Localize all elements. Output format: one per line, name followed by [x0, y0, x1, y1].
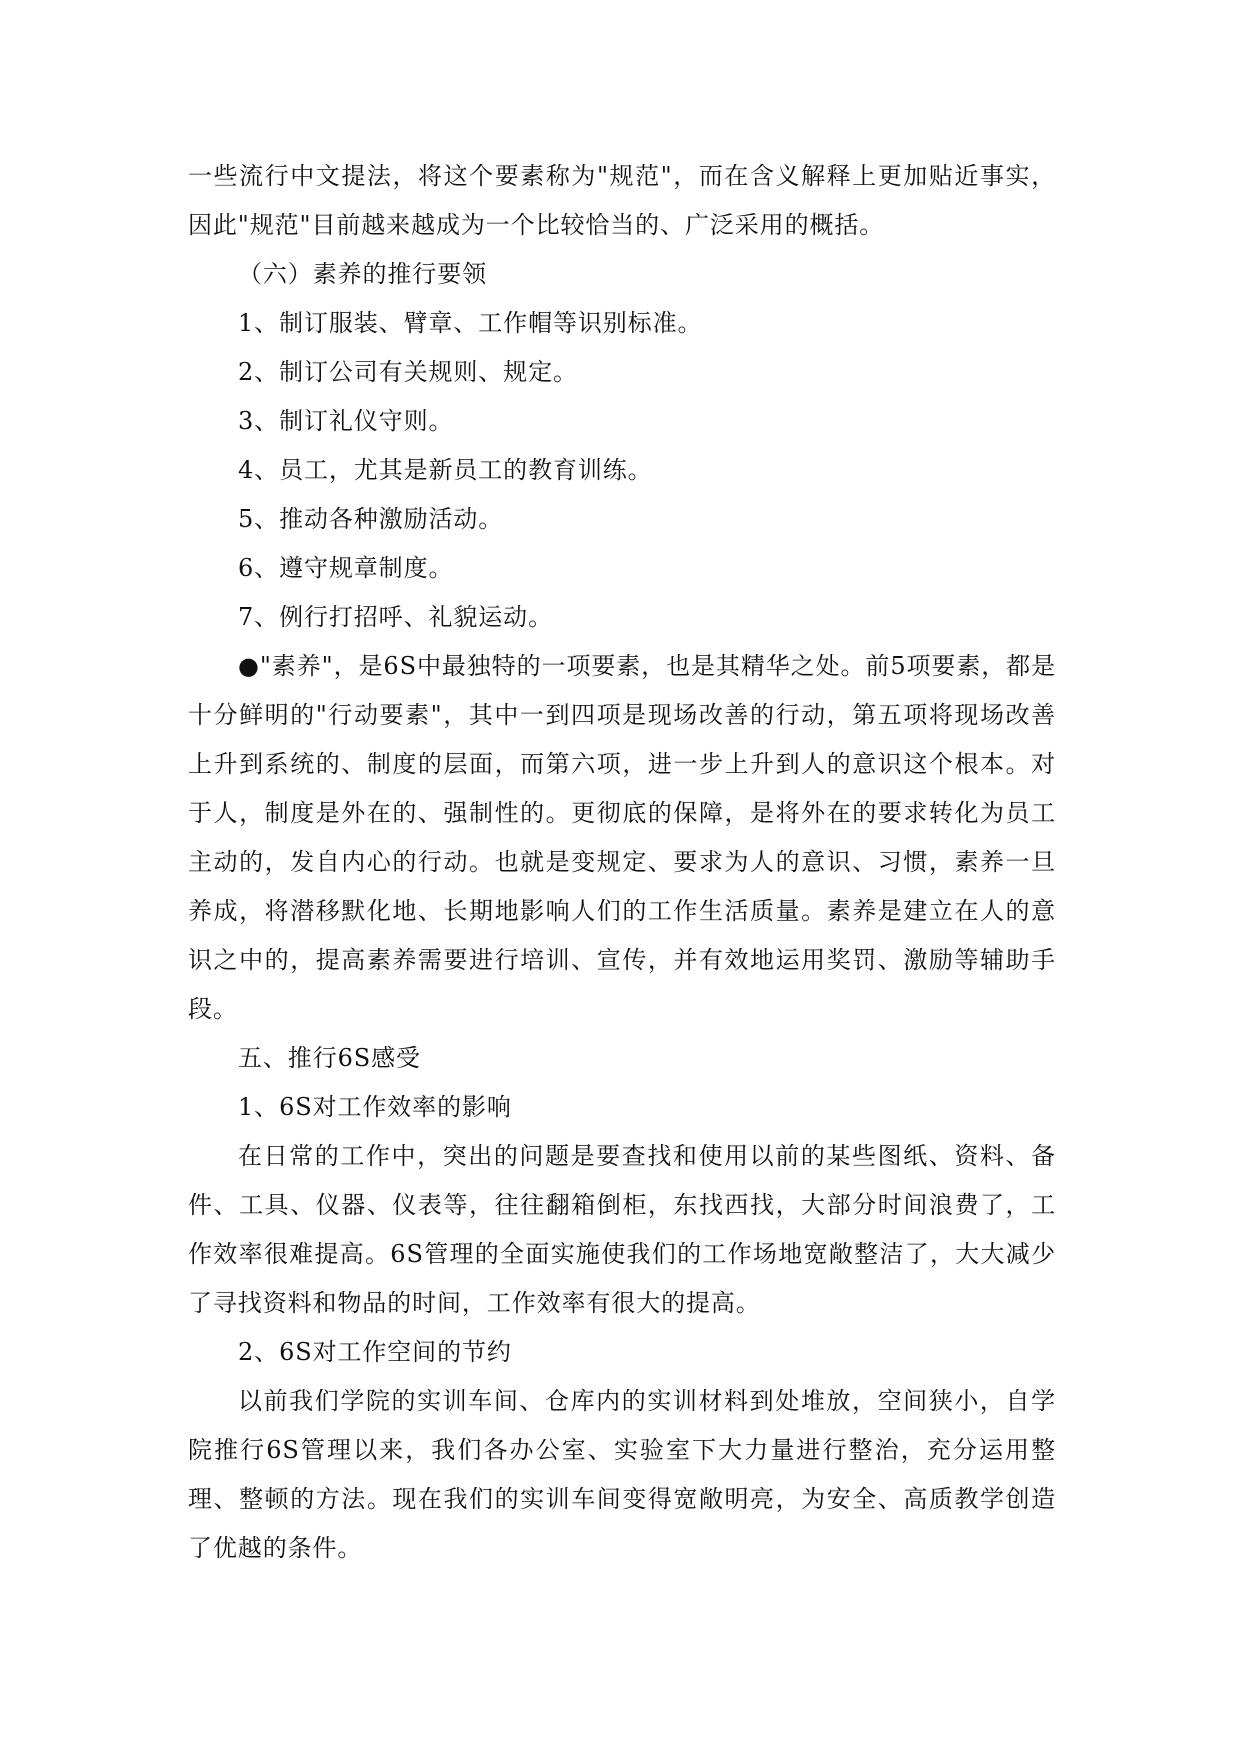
list-item-3: 3、制订礼仪守则。: [238, 407, 454, 435]
section-heading-six: （六）素养的推行要领: [238, 260, 487, 288]
list-item-6: 6、遵守规章制度。: [238, 554, 454, 582]
list-item-4: 4、员工，尤其是新员工的教育训练。: [238, 456, 653, 484]
list-item-2: 2、制订公司有关规则、规定。: [238, 358, 578, 386]
paragraph-continuation: 一些流行中文提法，将这个要素称为"规范"，而在含义解释上更加贴近事实，因此"规范"目前越来越成为一个比较恰当的、广泛采用的概括。: [188, 162, 1056, 239]
list-item-7: 7、例行打招呼、礼貌运动。: [238, 603, 553, 631]
paragraph-efficiency: 在日常的工作中，突出的问题是要查找和使用以前的某些图纸、资料、备件、工具、仪器、仪表等，往往翻箱倒柜，东找西找，大部分时间浪费了，工作效率很难提高。6S管理的全面实施使我们的工作场地宽敞整洁了，大大减少了寻找资料和物品的时间，工作效率有很大的提高。: [188, 1142, 1056, 1317]
paragraph-suyang: ●"素养"，是6S中最独特的一项要素，也是其精华之处。前5项要素，都是十分鲜明的"行动要素"，其中一到四项是现场改善的行动，第五项将现场改善上升到系统的、制度的层面，而第六项，进一步上升到人的意识这个根本。对于人，制度是外在的、强制性的。更彻底的保障，是将外在的要求转化为员工主动的，发自内心的行动。也就是变规定、要求为人的意识、习惯，素养一旦养成，将潜移默化地、长期地影响人们的工作生活质量。素养是建立在人的意识之中的，提高素养需要进行培训、宣传，并有效地运用奖罚、激励等辅助手段。: [188, 652, 1056, 1023]
list-item-5: 5、推动各种激励活动。: [238, 505, 504, 533]
section-heading-five: 五、推行6S感受: [238, 1044, 421, 1072]
list-item-1: 1、制订服装、臂章、工作帽等识别标准。: [238, 309, 703, 337]
paragraph-space: 以前我们学院的实训车间、仓库内的实训材料到处堆放，空间狭小，自学院推行6S管理以来，我们各办公室、实验室下大力量进行整治，充分运用整理、整顿的方法。现在我们的实训车间变得宽敞明亮，为安全、高质教学创造了优越的条件。: [188, 1387, 1056, 1562]
subheading-space: 2、6S对工作空间的节约: [238, 1338, 512, 1366]
subheading-efficiency: 1、6S对工作效率的影响: [238, 1093, 512, 1121]
document-body: [188, 152, 1056, 1573]
